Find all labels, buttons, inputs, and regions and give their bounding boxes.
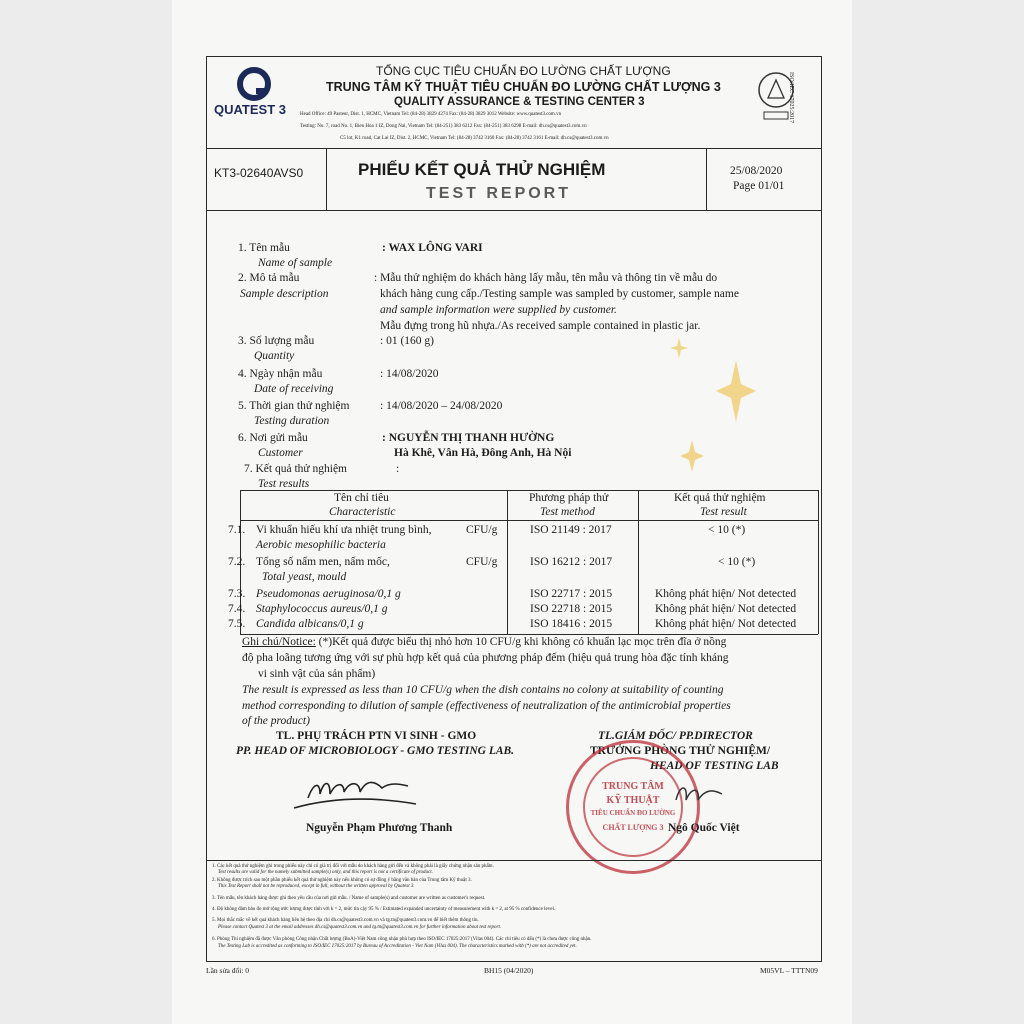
row-result: < 10 (*) — [718, 556, 756, 568]
field-name-label-en: Name of sample — [258, 257, 333, 269]
row-method: ISO 22718 : 2015 — [530, 603, 613, 615]
row-result: < 10 (*) — [708, 524, 746, 536]
field-qty-value: : 01 (160 g) — [380, 335, 434, 347]
sparkle-medium-icon — [680, 440, 704, 472]
col-header-result: Kết quả thử nghiệm — [674, 492, 766, 504]
address-head-office: Head Office: 49 Pasteur, Dist. 1, HCMC, Vietnam Tel: (84-28) 3829 4274 Fax: (84-28) 3829 3012 Website: www.quatest3.com.vn — [300, 112, 562, 117]
row-number: 7.1. — [228, 524, 246, 536]
field-duration-value: : 14/08/2020 – 24/08/2020 — [380, 400, 503, 412]
notice-vi-1 — [242, 636, 726, 648]
field-customer-value: : NGUYỄN THỊ THANH HƯỜNG — [382, 432, 555, 444]
sign-left-title-vi: TL. PHỤ TRÁCH PTN VI SINH - GMO — [276, 730, 477, 742]
field-qty-label: 3. Số lượng mẫu — [238, 335, 315, 347]
row-characteristic-en: Total yeast, mould — [262, 571, 347, 583]
sign-left-name: Nguyễn Phạm Phương Thanh — [306, 822, 453, 834]
stamp-line-2: KỸ THUẬT — [606, 795, 660, 806]
col-header-result-en: Test result — [700, 506, 747, 518]
notice-text: (*)Kết quả được biểu thị nhỏ hơn 10 CFU/g khi không có khuẩn lạc mọc trên đĩa ở nồng — [315, 636, 727, 648]
row-characteristic: Pseudomonas aeruginosa/0,1 g — [256, 588, 401, 600]
field-qty-label-en: Quantity — [254, 350, 295, 362]
logo-text: QUATEST 3 — [214, 102, 286, 117]
agency-name: TỔNG CỤC TIÊU CHUẨN ĐO LƯỜNG CHẤT LƯỢNG — [376, 64, 671, 78]
sign-right-title-3: HEAD OF TESTING LAB — [650, 760, 779, 772]
footer-note-5-en: Please contact Quatest 3 at the email addresses dh.cs@quatest3.com.vn and tg.tn@quatest3.com.vn for further information about test report. — [218, 925, 502, 930]
header-divider — [206, 148, 822, 149]
row-method: ISO 16212 : 2017 — [530, 556, 613, 568]
footer-divider — [206, 860, 822, 861]
row-result: Không phát hiện/ Not detected — [655, 603, 797, 615]
field-desc-value-2: khách hàng cung cấp./Testing sample was sampled by customer, sample name — [380, 288, 739, 300]
field-results-label-en: Test results — [258, 478, 310, 490]
field-customer-label: 6. Nơi gửi mẫu — [238, 432, 308, 444]
address-lab: C5 lot, K1 road, Cat Lai IZ, Dist. 2, HCMC, Vietnam Tel: (84-28) 3742 3160 Fax: (84-28) 3742 3161 E-mail: dh.cs@quatest3.com.vn — [340, 136, 609, 141]
title-divider-left — [326, 148, 327, 210]
row-unit: CFU/g — [466, 524, 498, 536]
logo-mark-icon — [236, 66, 272, 102]
notice-en-2: method corresponding to dilution of sample (effectiveness of neutralization of the antimicrobial properties — [242, 700, 731, 712]
footer-note-6: 6. Phòng Thí nghiệm đã được Văn phòng Công nhận Chất lượng (BoA)-Việt Nam công nhận phù hợp theo ISO/IEC 17025:2017 (Vilas 004). Các chỉ tiêu có dấu (*) là chưa được công nhận. — [212, 937, 592, 942]
report-title-en: TEST REPORT — [426, 185, 572, 202]
row-number: 7.4. — [228, 603, 246, 615]
field-duration-label-en: Testing duration — [254, 415, 330, 427]
report-date: 25/08/2020 — [730, 165, 783, 177]
row-method: ISO 21149 : 2017 — [530, 524, 612, 536]
row-number: 7.2. — [228, 556, 246, 568]
footer-note-2-en: This Test Report shall not be reproduced, except in full, without the written approval by Quatest 3. — [218, 884, 415, 889]
stamp-line-3: TIÊU CHUẨN ĐO LƯỜNG — [590, 809, 676, 817]
row-characteristic: Tổng số nấm men, nấm mốc, — [256, 556, 390, 568]
col-header-characteristic: Tên chỉ tiêu — [334, 492, 389, 504]
row-characteristic: Vi khuẩn hiếu khí ưa nhiệt trung bình, — [256, 524, 432, 536]
notice-vi-2: độ pha loãng tương ứng với sự phù hợp kết quả của phương pháp đếm (hiệu quả trung hòa đặc tính kháng — [242, 652, 729, 664]
row-characteristic: Staphylococcus aureus/0,1 g — [256, 603, 388, 615]
title-bottom-line — [206, 210, 822, 211]
footer-note-4: 4. Độ không đảm bảo đo mở rộng ước lượng được tính với k = 2, mức tin cậy 95 % / Estimated expanded uncertainty of measurement with k = 2, at 95 % confidence level. — [212, 907, 556, 912]
sign-right-title-2: TRƯỞNG PHÒNG THỬ NGHIỆM/ — [590, 745, 771, 757]
field-duration-label: 5. Thời gian thử nghiệm — [238, 400, 350, 412]
sign-left-title-en: PP. HEAD OF MICROBIOLOGY - GMO TESTING LAB. — [236, 745, 515, 757]
notice-en-3: of the product) — [242, 715, 310, 727]
field-desc-value-1: : Mẫu thử nghiệm do khách hàng lấy mẫu, tên mẫu và thông tin về mẫu do — [374, 272, 718, 284]
field-date-label-en: Date of receiving — [254, 383, 334, 395]
row-unit: CFU/g — [466, 556, 498, 568]
footer-note-6-en: The Testing Lab is accredited as conforming to ISO/IEC 17025:2017 by Bureau of Accreditation - Viet Nam (Vilas 004). The characteristics marked with (*) are not accredited yet. — [218, 944, 577, 949]
row-method: ISO 22717 : 2015 — [530, 588, 613, 600]
center-name-en: QUALITY ASSURANCE & TESTING CENTER 3 — [394, 96, 645, 108]
row-result: Không phát hiện/ Not detected — [655, 618, 797, 630]
field-desc-value-3: and sample information were supplied by customer. — [380, 304, 617, 316]
field-customer-address: Hà Khê, Vân Hà, Đông Anh, Hà Nội — [394, 447, 572, 459]
notice-vi-3: vi sinh vật của sản phẩm) — [258, 668, 376, 680]
field-desc-label-en: Sample description — [240, 288, 329, 300]
sparkle-small-icon — [670, 338, 688, 358]
field-results-label: 7. Kết quả thử nghiệm — [244, 463, 348, 475]
report-title-vi: PHIẾU KẾT QUẢ THỬ NGHIỆM — [358, 160, 606, 179]
field-date-value: : 14/08/2020 — [380, 368, 439, 380]
report-page: Page 01/01 — [733, 180, 785, 192]
footer-note-5: 5. Mọi thắc mắc về kết quả khách hàng liên hệ theo địa chỉ dh.cs@quatest3.com.vn và tg.tn@quatest3.com.vn để biết thêm thông tin. — [212, 918, 479, 923]
row-characteristic: Candida albicans/0,1 g — [256, 618, 364, 630]
col-header-method: Phương pháp thử — [529, 492, 609, 504]
sign-right-title-1: TL.GIÁM ĐỐC/ PP.DIRECTOR — [598, 730, 753, 742]
report-code: KT3-02640AVS0 — [214, 166, 304, 180]
iso-label: ISO/IEC 17025:2017 — [788, 72, 794, 124]
notice-en-1: The result is expressed as less than 10 CFU/g when the dish contains no colony at suitability of counting — [242, 684, 724, 696]
col-header-method-en: Test method — [540, 506, 595, 518]
row-method: ISO 18416 : 2015 — [530, 618, 613, 630]
row-number: 7.3. — [228, 588, 246, 600]
stamp-line-1: TRUNG TÂM — [602, 781, 664, 792]
field-customer-label-en: Customer — [258, 447, 303, 459]
footer-note-2: 2. Không được trích sao một phần phiếu kết quả thử nghiệm này nếu không có sự đồng ý bằng văn bản của Trung tâm Kỹ thuật 3. — [212, 878, 472, 883]
field-name-value: : WAX LÔNG VARI — [382, 242, 483, 254]
signature-right-icon — [670, 778, 730, 808]
field-results-colon: : — [396, 463, 400, 475]
footer-note-3: 3. Tên mẫu, tên khách hàng được ghi theo yêu cầu của nơi gửi mẫu. / Name of sample(s) and customer are written as customer's request. — [212, 896, 486, 901]
row-result: Không phát hiện/ Not detected — [655, 588, 797, 600]
address-testing: Testing: No. 7, road No. 1, Bien Hoa 1 IZ, Dong Nai, Vietnam Tel: (84-251) 383 6212 Fax: (84-251) 383 6298 E-mail: dh.cs@quatest3.com.vn — [300, 124, 587, 129]
row-characteristic-en: Aerobic mesophilic bacteria — [256, 539, 386, 551]
col-header-characteristic-en: Characteristic — [329, 506, 396, 518]
field-date-label: 4. Ngày nhận mẫu — [238, 368, 323, 380]
field-desc-value-4: Mẫu đựng trong hũ nhựa./As received sample contained in plastic jar. — [380, 320, 701, 332]
row-number: 7.5. — [228, 618, 246, 630]
field-desc-label: 2. Mô tả mẫu — [238, 272, 300, 284]
footer-note-1-en: Test results are valid for the namely submitted sample(s) only, and this report is not a certificate of product. — [218, 870, 433, 875]
sign-right-name: Ngô Quốc Việt — [668, 822, 740, 834]
notice-label: Ghi chú/Notice: — [242, 636, 316, 648]
footer-revision: Lần sửa đổi: 0 — [206, 966, 250, 975]
title-divider-right — [706, 148, 707, 210]
signature-left-icon — [290, 768, 420, 814]
footer-note-1: 1. Các kết quả thử nghiệm ghi trong phiếu này chỉ có giá trị đối với mẫu do khách hàng gửi đến và không phải là giấy chứng nhận sản phẩm. — [212, 864, 494, 869]
stamp-line-4: CHẤT LƯỢNG 3 — [602, 823, 664, 832]
field-name-label: 1. Tên mẫu — [238, 242, 290, 254]
center-name-vi: TRUNG TÂM KỸ THUẬT TIÊU CHUẨN ĐO LƯỜNG CHẤT LƯỢNG 3 — [326, 80, 721, 94]
sparkle-large-icon — [716, 360, 756, 422]
footer-form: BH15 (04/2020) — [484, 966, 534, 975]
footer-code: M05VL – TTTN09 — [760, 966, 818, 975]
